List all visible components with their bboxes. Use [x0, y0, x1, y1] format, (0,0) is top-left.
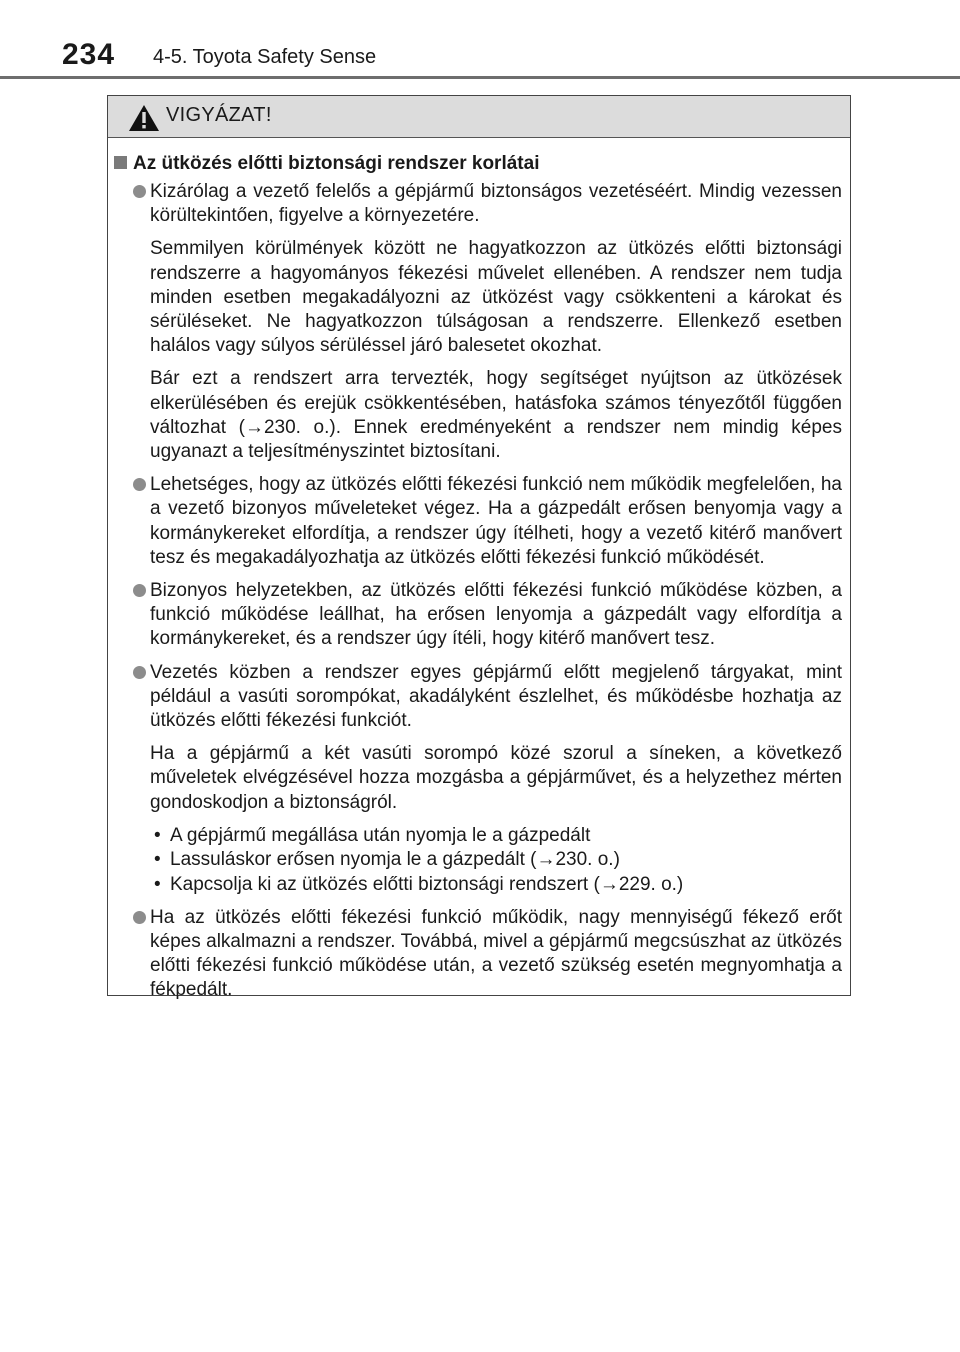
list-item: [150, 661, 842, 898]
list-item: [150, 579, 842, 652]
sub-list: [150, 824, 842, 898]
sub-list-item: • Lassuláskor erősen nyomja le a gázpedált (→230. o.): [150, 848, 842, 873]
circle-bullet-icon: [133, 911, 146, 924]
section-heading: [114, 153, 539, 175]
circle-bullet-icon: [133, 666, 146, 679]
paragraph: Kizárólag a vezető felelős a gépjármű biztonságos vezetéséért. Mindig vezessen körültekintően, figyelve a környezetére.: [150, 181, 842, 227]
circle-bullet-icon: [133, 478, 146, 491]
warning-box: [107, 95, 851, 1001]
paragraph: Bizonyos helyzetekben, az ütközés előtti fékezési funkció működése közben, a funkció működése leállhat, ha erősen lenyomja a gázpedált vagy elfordítja a kormánykereket, és a rendszer úgy ítéli, hogy kitérő manővert tesz.: [150, 580, 842, 650]
warning-triangle-icon: [128, 104, 160, 132]
page-number: 234: [62, 38, 116, 71]
paragraph: Ha a gépjármű a két vasúti sorompó közé szorul a síneken, a következő műveletek elvégzésével hozza mozgásba a gépjárművet, és a helyzethez mérten gondoskodjon a biztonságról.: [150, 743, 842, 813]
paragraph: Bár ezt a rendszert arra tervezték, hogy segítséget nyújtson az ütközések elkerülésében és erejük csökkentésében, hatásfoka számos tényezőtől függően változhat (→230. o.). Ennek eredményeként a rendszer nem mindig képes ugyanazt a teljesítményszintet biztosítani.: [150, 368, 842, 463]
list-item: [150, 906, 842, 1003]
warning-content: [150, 180, 842, 1011]
paragraph: Semmilyen körülmények között ne hagyatkozzon az ütközés előtti biztonsági rendszerre a hagyományos fékezési művelet ellenében. A rendszer nem tudja minden esetben megakadályozni az ütközést vagy csökkenteni a károkat és sérüléseket. Ne hagyatkozzon túlságosan a rendszerre. Ellenkező esetben halálos vagy súlyos sérüléssel járó balesetet okozhat.: [150, 238, 842, 357]
sub-list-item: • A gépjármű megállása után nyomja le a gázpedált: [150, 824, 842, 849]
list-item: [150, 473, 842, 570]
paragraph: Vezetés közben a rendszer egyes gépjármű előtt megjelenő tárgyakat, mint például a vasúti sorompókat, akadályként észlelhet, és működésbe hozhatja az ütközés előtti fékezési funkciót.: [150, 661, 842, 732]
circle-bullet-icon: [133, 584, 146, 597]
circle-bullet-icon: [133, 185, 146, 198]
paragraph: Ha az ütközés előtti fékezési funkció működik, nagy mennyiségű fékező erőt képes alkalmazni a rendszer. Továbbá, mivel a gépjármű megcsúszhat az ütközés előtti fékezési funkció működése után, a vezető szükség esetén megnyomhatja a fékpedált.: [150, 906, 842, 1001]
header-rule: [0, 76, 960, 79]
sub-list-item: • Kapcsolja ki az ütközés előtti biztonsági rendszert (→229. o.): [150, 873, 842, 898]
section-heading-text: Az ütközés előtti biztonsági rendszer korlátai: [133, 153, 540, 174]
section-title: 4-5. Toyota Safety Sense: [153, 46, 377, 68]
list-item: [150, 180, 842, 464]
paragraph: Lehetséges, hogy az ütközés előtti fékezési funkció nem működik megfelelően, ha a vezető bizonyos műveleteket végez. Ha a gázpedált erősen benyomja vagy a kormánykereket elfordítja, a rendszer úgy ítélheti, hogy a vezető kitérő manővert tesz és megakadályozhatja az ütközés előtti fékezési funkció működését.: [150, 474, 842, 568]
warning-label: VIGYÁZAT!: [166, 104, 272, 126]
warning-header: [108, 96, 850, 138]
square-bullet-icon: [114, 156, 127, 169]
